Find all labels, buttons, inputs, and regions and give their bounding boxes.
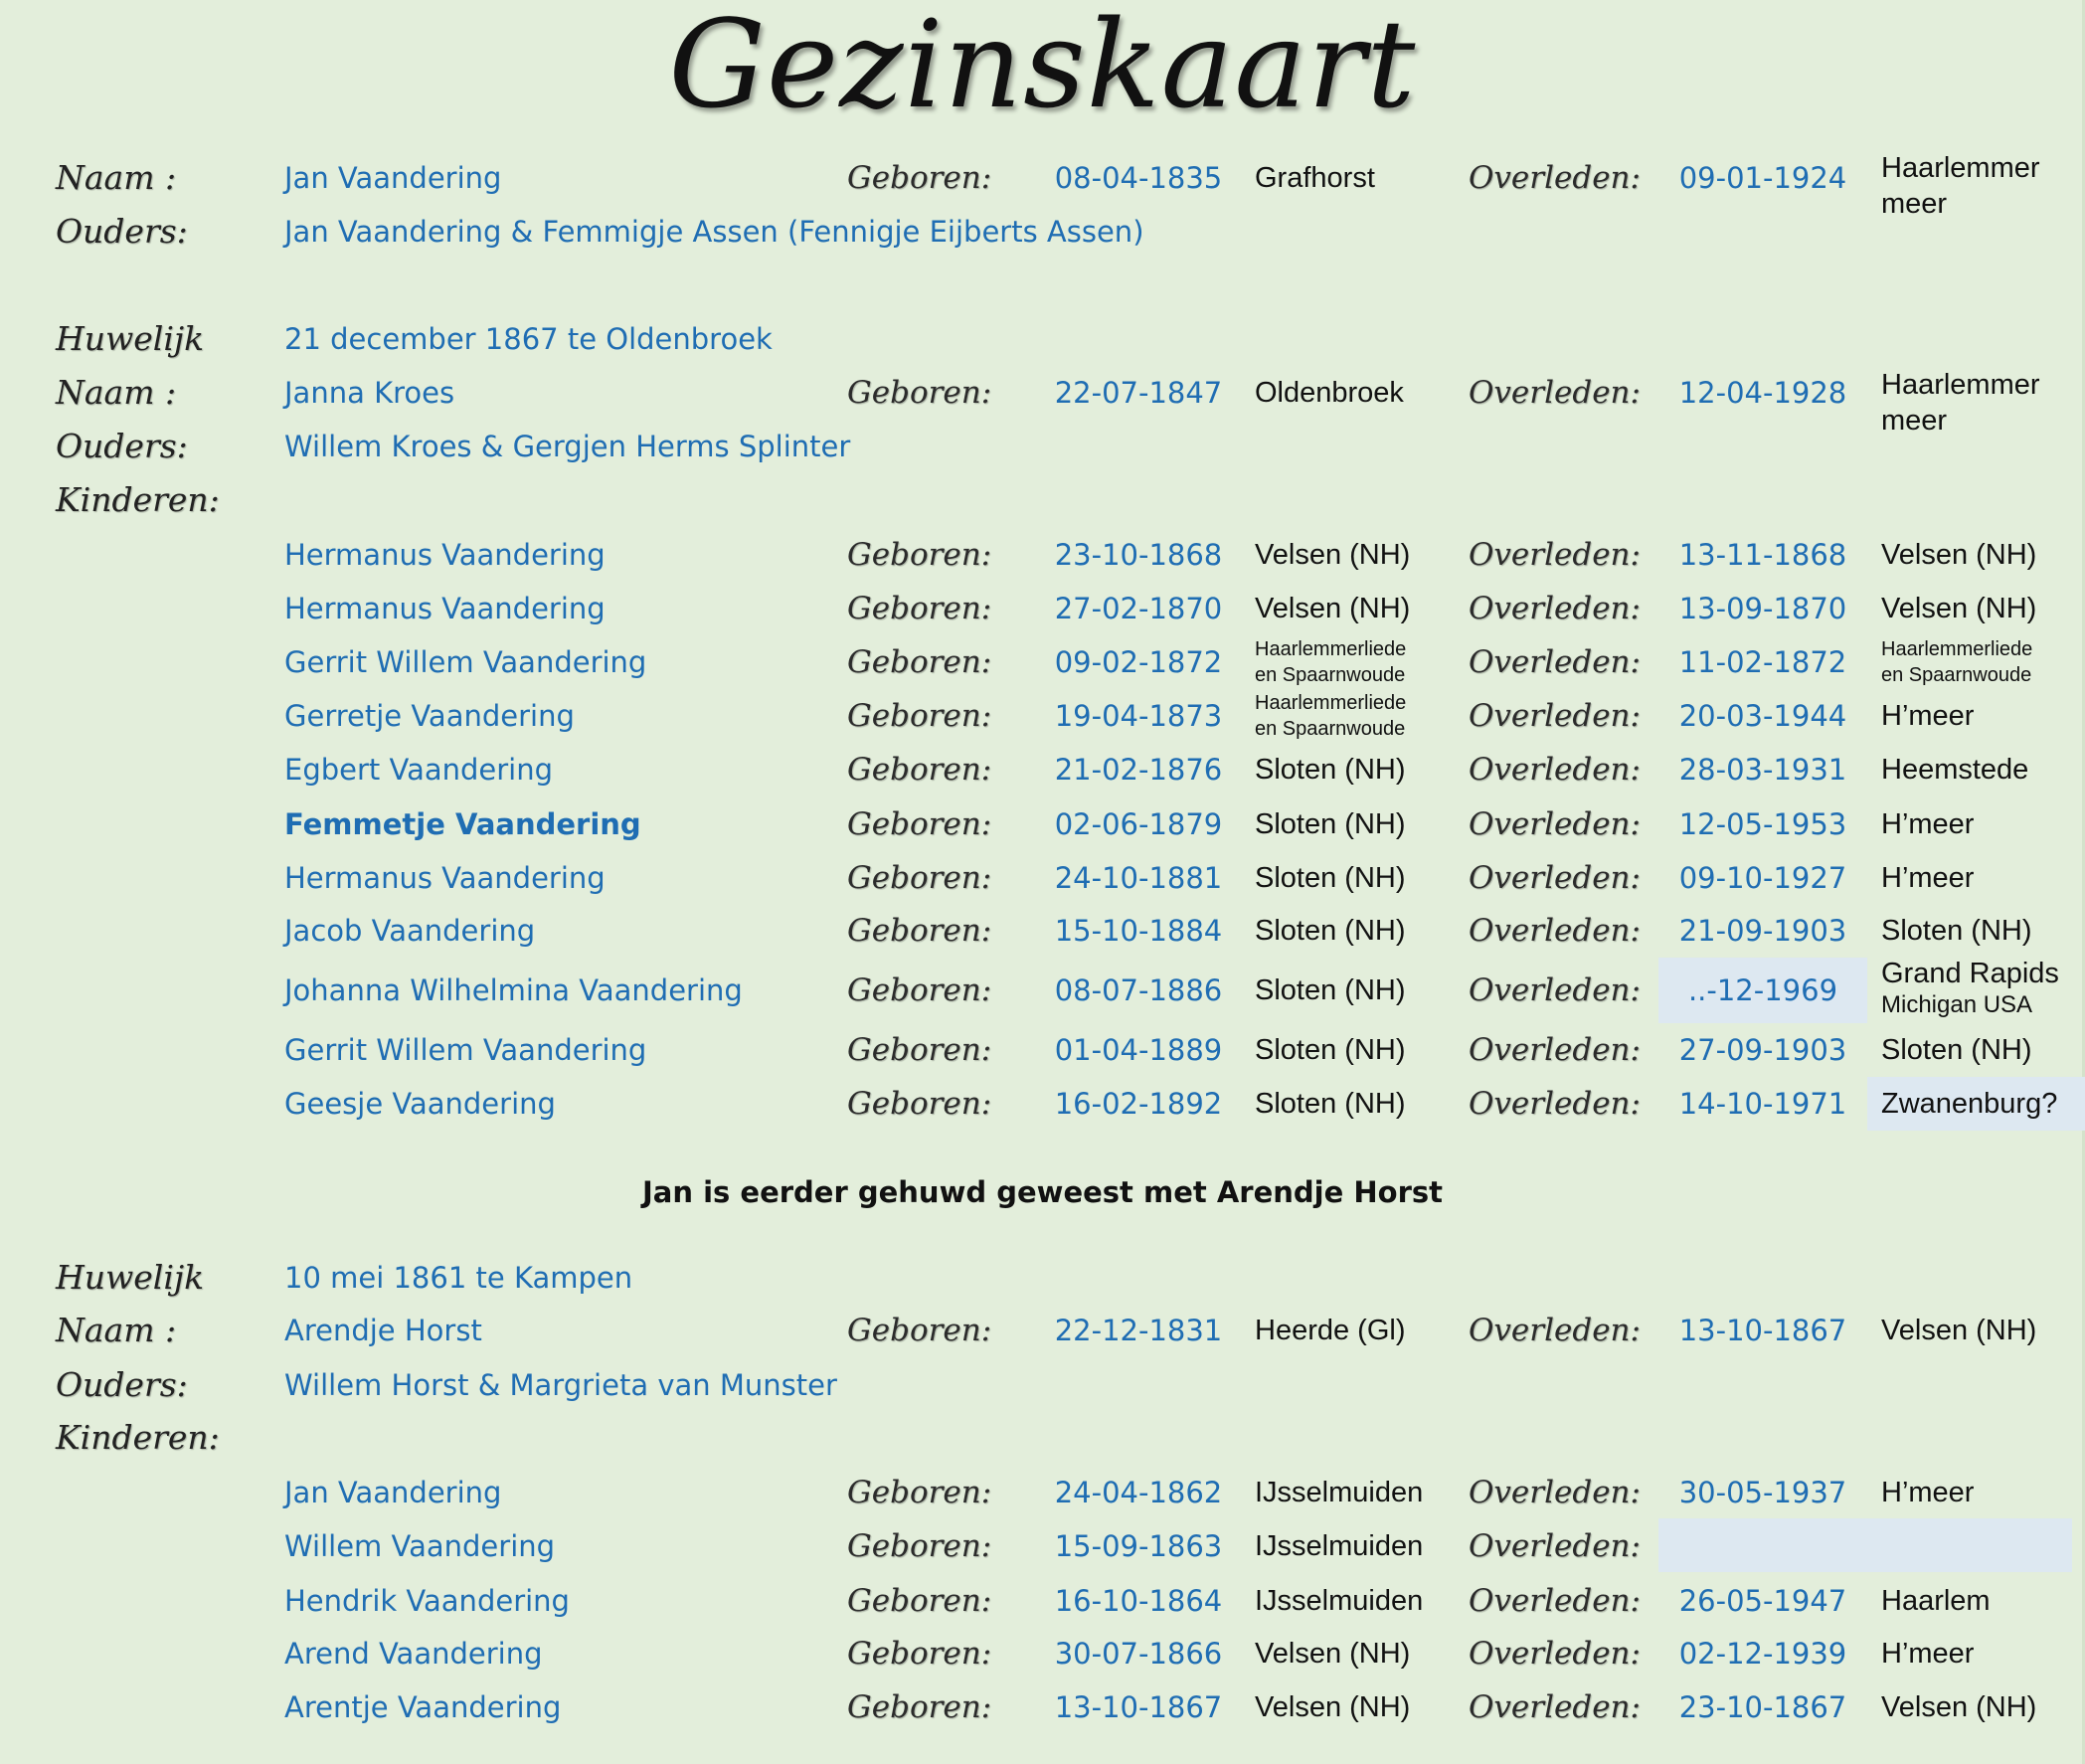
child-name: Gerrit Willem Vaandering: [284, 1033, 647, 1067]
marriage-text: 10 mei 1861 te Kampen: [284, 1261, 633, 1295]
birth-date: 16-10-1864: [1054, 1584, 1223, 1618]
birth-place-line: en Spaarnwoude: [1255, 718, 1406, 740]
page-title: Gezinskaart: [668, 0, 1417, 135]
death-place: Velsen (NH): [1881, 593, 2037, 624]
overleden-label: Overleden:: [1469, 1086, 1641, 1122]
child-row: [0, 1574, 2085, 1628]
death-place: Sloten (NH): [1881, 1034, 2032, 1066]
child-row: [0, 797, 2085, 851]
birth-place: Velsen (NH): [1255, 1638, 1411, 1670]
birth-date: 02-06-1879: [1054, 807, 1223, 841]
birth-place: IJsselmuiden: [1255, 1477, 1424, 1508]
birth-date: 30-07-1866: [1054, 1637, 1223, 1671]
child-name: Femmetje Vaandering: [284, 807, 641, 841]
death-place: Sloten (NH): [1881, 915, 2032, 947]
kinderen-label: Kinderen:: [56, 1418, 220, 1457]
death-date: 14-10-1971: [1678, 1087, 1847, 1121]
geboren-label: Geboren:: [847, 537, 992, 573]
birth-place-line: Haarlemmerliede: [1255, 692, 1407, 714]
birth-date: 22-12-1831: [1054, 1314, 1223, 1347]
death-date: 23-10-1867: [1678, 1690, 1847, 1724]
death-place: H’meer: [1881, 1477, 1975, 1508]
geboren-label: Geboren:: [847, 972, 992, 1008]
death-date: 11-02-1872: [1678, 645, 1847, 679]
birth-place: IJsselmuiden: [1255, 1585, 1424, 1617]
child-name: Arend Vaandering: [284, 1637, 543, 1671]
kinderen-label: Kinderen:: [56, 480, 220, 519]
birth-place: Oldenbroek: [1255, 377, 1404, 409]
birth-place: Sloten (NH): [1255, 808, 1406, 840]
child-row: [0, 851, 2085, 905]
birth-date: 09-02-1872: [1054, 645, 1223, 679]
child-row: [0, 528, 2085, 582]
birth-date: 27-02-1870: [1054, 592, 1223, 625]
child-name: Jan Vaandering: [284, 1476, 502, 1509]
child-row: [0, 689, 2085, 743]
parents-text: Willem Horst & Margrieta van Munster: [284, 1368, 837, 1402]
geboren-label: Geboren:: [847, 806, 992, 842]
death-place: [1881, 958, 2059, 1021]
birth-place-line: Haarlemmerliede: [1255, 638, 1407, 660]
death-place-line: Michigan USA: [1881, 991, 2033, 1018]
geboren-label: Geboren:: [847, 1313, 992, 1348]
birth-place: Sloten (NH): [1255, 862, 1406, 894]
birth-date: 13-10-1867: [1054, 1690, 1223, 1724]
death-date: 26-05-1947: [1678, 1584, 1847, 1618]
overleden-label: Overleden:: [1469, 1032, 1641, 1068]
spouse-parents-row: [0, 1358, 2085, 1412]
death-place: Velsen (NH): [1881, 539, 2037, 571]
child-name: Hermanus Vaandering: [284, 538, 606, 572]
huwelijk-row: [0, 1251, 2085, 1305]
death-date: 13-10-1867: [1678, 1314, 1847, 1347]
death-place-line: en Spaarnwoude: [1881, 664, 2032, 686]
birth-place: IJsselmuiden: [1255, 1530, 1424, 1562]
death-place: H’meer: [1881, 862, 1975, 894]
overleden-label: Overleden:: [1469, 1583, 1641, 1619]
geboren-label: Geboren:: [847, 375, 992, 411]
birth-date: 24-10-1881: [1054, 861, 1223, 895]
geboren-label: Geboren:: [847, 913, 992, 949]
death-place: H’meer: [1881, 1638, 1975, 1670]
child-name: Hendrik Vaandering: [284, 1584, 570, 1618]
child-name: Egbert Vaandering: [284, 753, 554, 787]
birth-place: Heerde (Gl): [1255, 1315, 1406, 1346]
death-date: 13-11-1868: [1678, 538, 1847, 572]
overleden-label: Overleden:: [1469, 591, 1641, 626]
geboren-label: Geboren:: [847, 752, 992, 788]
death-place: H’meer: [1881, 700, 1975, 732]
death-date: 02-12-1939: [1678, 1637, 1847, 1671]
person-name: Arendje Horst: [284, 1314, 482, 1347]
child-row: [0, 582, 2085, 635]
father-parents-row: [0, 205, 2085, 259]
overleden-label: Overleden:: [1469, 1528, 1641, 1564]
overleden-label: Overleden:: [1469, 752, 1641, 788]
geboren-label: Geboren:: [847, 1583, 992, 1619]
birth-date: 22-07-1847: [1054, 376, 1223, 410]
child-row: [0, 1627, 2085, 1680]
death-place: [1881, 636, 2032, 688]
death-date: 20-03-1944: [1678, 699, 1847, 733]
birth-place: Sloten (NH): [1255, 1034, 1406, 1066]
overleden-label: Overleden:: [1469, 698, 1641, 734]
death-place: Velsen (NH): [1881, 1315, 2037, 1346]
ouders-label: Ouders:: [56, 212, 188, 251]
overleden-label: Overleden:: [1469, 375, 1641, 411]
overleden-label: Overleden:: [1469, 913, 1641, 949]
death-date: [1658, 1519, 1867, 1573]
death-place: H’meer: [1881, 808, 1975, 840]
geboren-label: Geboren:: [847, 860, 992, 896]
child-row: [0, 1023, 2085, 1077]
death-date: ..-12-1969: [1658, 958, 1867, 1023]
birth-place: Sloten (NH): [1255, 915, 1406, 947]
birth-date: 15-10-1884: [1054, 914, 1223, 948]
geboren-label: Geboren:: [847, 1475, 992, 1510]
death-place-line: meer: [1881, 405, 1948, 437]
overleden-label: Overleden:: [1469, 1689, 1641, 1725]
birth-place: [1255, 636, 1406, 688]
huwelijk-row: [0, 312, 2085, 366]
naam-label: Naam :: [56, 158, 177, 197]
overleden-label: Overleden:: [1469, 860, 1641, 896]
death-date: 27-09-1903: [1678, 1033, 1847, 1067]
death-date: 12-05-1953: [1678, 807, 1847, 841]
geboren-label: Geboren:: [847, 1636, 992, 1672]
child-row: [0, 1680, 2085, 1734]
huwelijk-label: Huwelijk: [56, 319, 205, 358]
child-name: Hermanus Vaandering: [284, 861, 606, 895]
birth-place-line: en Spaarnwoude: [1255, 664, 1406, 686]
geboren-label: Geboren:: [847, 1086, 992, 1122]
parents-text: Jan Vaandering & Femmigje Assen (Fennigje Eijberts Assen): [284, 215, 1144, 249]
overleden-label: Overleden:: [1469, 1636, 1641, 1672]
death-place-line: meer: [1881, 188, 1948, 220]
birth-date: 21-02-1876: [1054, 753, 1223, 787]
note-text: Jan is eerder gehuwd geweest met Arendje Horst: [642, 1175, 1443, 1209]
death-date: 09-01-1924: [1678, 161, 1847, 195]
child-name: Arentje Vaandering: [284, 1690, 562, 1724]
death-date: 21-09-1903: [1678, 914, 1847, 948]
birth-date: 08-07-1886: [1054, 973, 1223, 1007]
death-place-line: Haarlemmerliede: [1881, 638, 2033, 660]
child-name: Gerretje Vaandering: [284, 699, 575, 733]
birth-date: 08-04-1835: [1054, 161, 1223, 195]
birth-date: 15-09-1863: [1054, 1529, 1223, 1563]
person-name: Janna Kroes: [284, 376, 455, 410]
overleden-label: Overleden:: [1469, 537, 1641, 573]
marriage-text: 21 december 1867 te Oldenbroek: [284, 322, 773, 356]
overleden-label: Overleden:: [1469, 160, 1641, 196]
father-row: [0, 151, 2085, 205]
death-place: Velsen (NH): [1881, 1691, 2037, 1723]
geboren-label: Geboren:: [847, 1689, 992, 1725]
geboren-label: Geboren:: [847, 160, 992, 196]
naam-label: Naam :: [56, 373, 177, 412]
death-date: 12-04-1928: [1678, 376, 1847, 410]
overleden-label: Overleden:: [1469, 1475, 1641, 1510]
death-date: 13-09-1870: [1678, 592, 1847, 625]
person-name: Jan Vaandering: [284, 161, 502, 195]
spouse-parents-row: [0, 420, 2085, 473]
child-row: [0, 1519, 2085, 1573]
child-name: Hermanus Vaandering: [284, 592, 606, 625]
spouse-row: [0, 1304, 2085, 1357]
birth-place: Sloten (NH): [1255, 1088, 1406, 1120]
overleden-label: Overleden:: [1469, 972, 1641, 1008]
birth-place: Sloten (NH): [1255, 974, 1406, 1006]
birth-date: 23-10-1868: [1054, 538, 1223, 572]
death-place-line: Haarlemmer: [1881, 369, 2040, 401]
overleden-label: Overleden:: [1469, 806, 1641, 842]
naam-label: Naam :: [56, 1311, 177, 1349]
death-place-line: Grand Rapids: [1881, 958, 2059, 989]
birth-place: Velsen (NH): [1255, 1691, 1411, 1723]
geboren-label: Geboren:: [847, 698, 992, 734]
ouders-label: Ouders:: [56, 1365, 188, 1404]
geboren-label: Geboren:: [847, 1032, 992, 1068]
death-date: 09-10-1927: [1678, 861, 1847, 895]
child-row: [0, 1077, 2085, 1131]
child-name: Jacob Vaandering: [284, 914, 536, 948]
birth-date: 01-04-1889: [1054, 1033, 1223, 1067]
birth-place: Sloten (NH): [1255, 754, 1406, 786]
birth-place: Velsen (NH): [1255, 593, 1411, 624]
child-name: Gerrit Willem Vaandering: [284, 645, 647, 679]
kinderen-row: [0, 1411, 2085, 1465]
spouse-row: [0, 366, 2085, 420]
ouders-label: Ouders:: [56, 427, 188, 465]
birth-date: 19-04-1873: [1054, 699, 1223, 733]
birth-place: Grafhorst: [1255, 162, 1375, 194]
geboren-label: Geboren:: [847, 591, 992, 626]
death-date: 28-03-1931: [1678, 753, 1847, 787]
child-row: [0, 904, 2085, 958]
child-row: [0, 635, 2085, 689]
death-date: 30-05-1937: [1678, 1476, 1847, 1509]
child-name: Willem Vaandering: [284, 1529, 556, 1563]
death-place: Haarlem: [1881, 1585, 1991, 1617]
death-place-line: Haarlemmer: [1881, 152, 2040, 184]
huwelijk-label: Huwelijk: [56, 1258, 205, 1297]
child-name: Johanna Wilhelmina Vaandering: [284, 973, 743, 1007]
child-row: [0, 743, 2085, 796]
geboren-label: Geboren:: [847, 644, 992, 680]
parents-text: Willem Kroes & Gergjen Herms Splinter: [284, 430, 851, 463]
death-place: Heemstede: [1881, 754, 2029, 786]
overleden-label: Overleden:: [1469, 1313, 1641, 1348]
birth-date: 24-04-1862: [1054, 1476, 1223, 1509]
child-row: [0, 958, 2085, 1023]
child-row: [0, 1466, 2085, 1519]
child-name: Geesje Vaandering: [284, 1087, 556, 1121]
kinderen-row: [0, 473, 2085, 527]
geboren-label: Geboren:: [847, 1528, 992, 1564]
death-place: Zwanenburg?: [1867, 1077, 2085, 1131]
overleden-label: Overleden:: [1469, 644, 1641, 680]
birth-place: Velsen (NH): [1255, 539, 1411, 571]
birth-place: [1255, 690, 1406, 742]
birth-date: 16-02-1892: [1054, 1087, 1223, 1121]
